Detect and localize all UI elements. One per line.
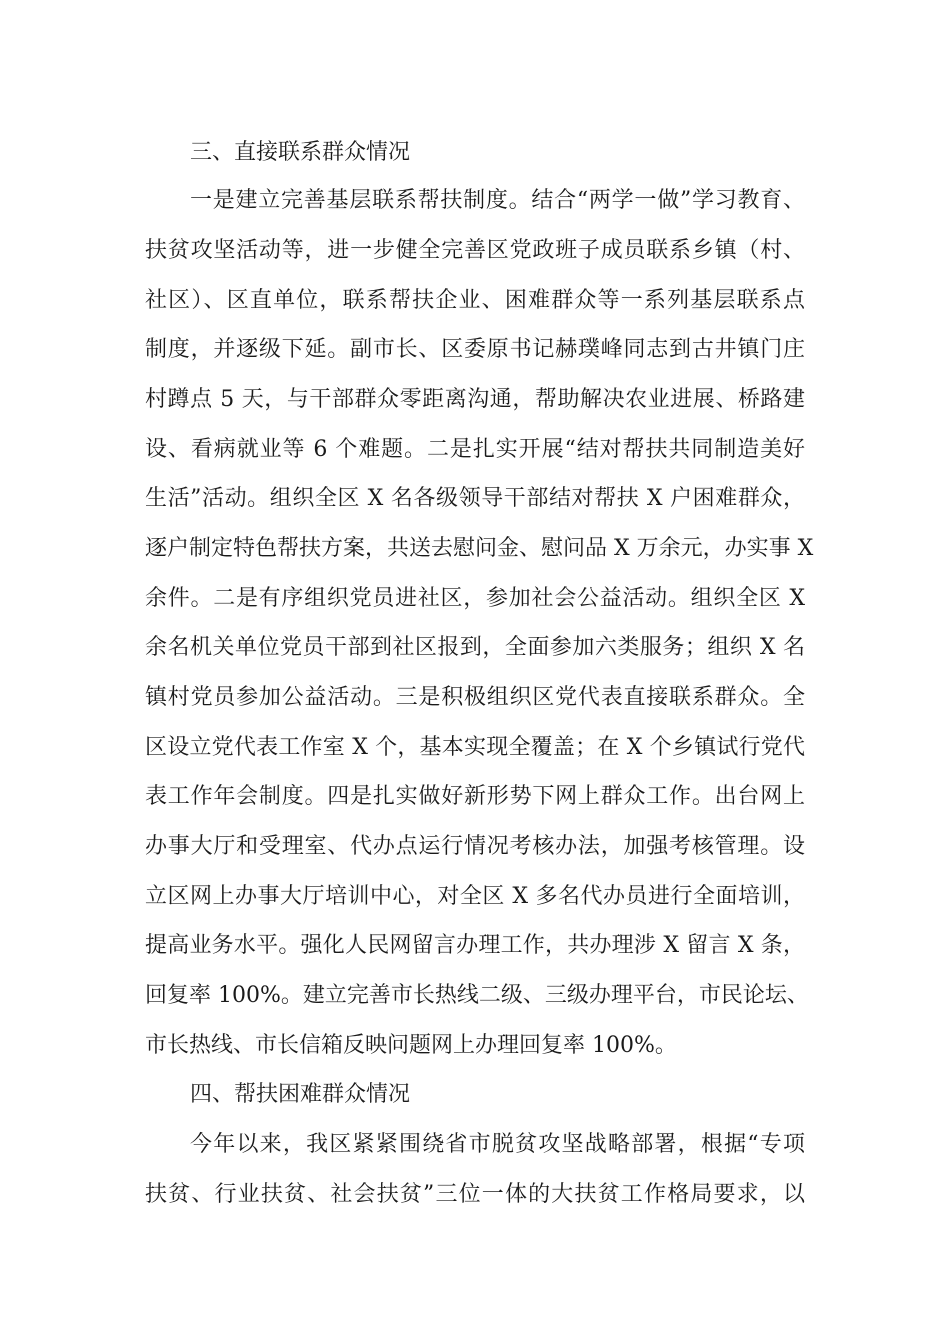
paragraph-line: 余名机关单位党员干部到社区报到，全面参加六类服务；组织 X 名 [145, 635, 805, 660]
paragraph-line: 社区）、区直单位，联系帮扶企业、困难群众等一系列基层联系点 [145, 288, 805, 313]
paragraph-line: 提高业务水平。强化人民网留言办理工作，共办理涉 X 留言 X 条， [145, 933, 805, 958]
section-heading-4: 四、帮扶困难群众情况 [190, 1082, 411, 1107]
paragraph-line: 设、看病就业等 6 个难题。二是扎实开展“结对帮扶共同制造美好 [145, 437, 805, 462]
paragraph-line: 今年以来，我区紧紧围绕省市脱贫攻坚战略部署，根据“专项 [190, 1132, 805, 1157]
paragraph-line: 村蹲点 5 天，与干部群众零距离沟通，帮助解决农业进展、桥路建 [145, 387, 805, 412]
section-heading-3: 三、直接联系群众情况 [190, 140, 411, 165]
paragraph-line: 一是建立完善基层联系帮扶制度。结合“两学一做”学习教育、 [190, 188, 805, 213]
paragraph-line: 立区网上办事大厅培训中心，对全区 X 多名代办员进行全面培训， [145, 884, 805, 909]
paragraph-line: 生活”活动。组织全区 X 名各级领导干部结对帮扶 X 户困难群众， [145, 486, 805, 511]
paragraph-line: 区设立党代表工作室 X 个，基本实现全覆盖；在 X 个乡镇试行党代 [145, 735, 805, 760]
paragraph-line: 市长热线、市长信箱反映问题网上办理回复率 100%。 [145, 1033, 677, 1058]
paragraph-line: 余件。二是有序组织党员进社区，参加社会公益活动。组织全区 X [145, 586, 805, 611]
paragraph-line: 扶贫、行业扶贫、社会扶贫”三位一体的大扶贫工作格局要求，以 [145, 1182, 805, 1207]
paragraph-line: 扶贫攻坚活动等，进一步健全完善区党政班子成员联系乡镇（村、 [145, 238, 805, 263]
paragraph-line: 制度，并逐级下延。副市长、区委原书记赫璞峰同志到古井镇门庄 [145, 337, 805, 362]
paragraph-line: 表工作年会制度。四是扎实做好新形势下网上群众工作。出台网上 [145, 784, 805, 809]
paragraph-line: 镇村党员参加公益活动。三是积极组织区党代表直接联系群众。全 [145, 685, 805, 710]
paragraph-line: 办事大厅和受理室、代办点运行情况考核办法，加强考核管理。设 [145, 834, 805, 859]
paragraph-line: 逐户制定特色帮扶方案，共送去慰问金、慰问品 X 万余元，办实事 X [145, 536, 814, 561]
paragraph-line: 回复率 100%。建立完善市长热线二级、三级办理平台，市民论坛、 [145, 983, 809, 1008]
